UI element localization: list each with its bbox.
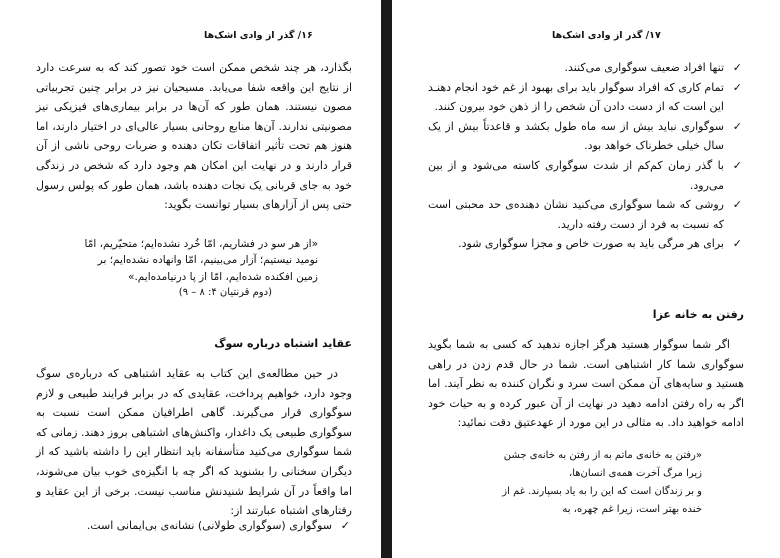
verse-block — [428, 447, 744, 519]
quote-block — [36, 236, 352, 301]
check-icon: ✓ — [732, 80, 742, 94]
quote-source: (دوم قرنتیان ۴: ۸ – ۹) — [178, 287, 272, 299]
checklist-item: ✓ سوگواری (سوگواری طولانی) نشانه‌ی بی‌ایمانی است. — [36, 516, 352, 536]
verse-line: زیرا مرگ آخرت همه‌ی انسان‌ها، — [568, 468, 702, 479]
verse-line: خنده بهتر است، زیرا غم چهره، به — [562, 504, 702, 515]
check-icon: ✓ — [340, 519, 350, 532]
left-page-body-2 — [36, 364, 352, 521]
right-checklist — [428, 58, 744, 254]
check-icon: ✓ — [732, 237, 742, 251]
checklist-item: ✓ سوگواری نباید بیش از سه ماه طول بکشد و قاعدتاً بیش از یک سال خیلی خطرناک خواهد بود. — [428, 117, 744, 156]
check-icon: ✓ — [732, 198, 742, 212]
verse-line: و بر زندگان است که این را به یاد بسپارند. غم از — [502, 486, 702, 497]
quote-line: نومید نیستیم؛ آزار می‌بینیم، امّا وانهاده نشده‌ایم؛ بر — [97, 254, 318, 267]
checklist-item: ✓ با گذر زمان کم‌کم از شدت سوگواری کاسته می‌شود و از بین می‌رود. — [428, 156, 744, 195]
left-checklist — [36, 516, 352, 536]
checklist-item: ✓ تمام کاری که افراد سوگوار باید برای بهبود از غم خود انجام دهنـد این است که از دست دادن آن شخص را از ذهن خود بیرون کنند. — [428, 78, 744, 117]
book-gutter — [381, 0, 392, 558]
checklist-item: ✓ روشی که شما سوگواری می‌کنید نشان دهنده‌ی حد محبتی است که نسبت به فرد از دست رفته دارید. — [428, 195, 744, 234]
quote-line: «از هر سو در فشاریم، امّا خُرد نشده‌ایم؛ متحیّریم، امّا — [84, 238, 318, 250]
checklist-item: ✓ تنها افراد ضعیف سوگواری می‌کنند. — [428, 58, 744, 78]
section-heading: عقاید اشتباه درباره سوگ — [214, 337, 352, 350]
paragraph: اگر شما سوگوار هستید هرگز اجازه ندهید که کسی به شما بگوید سوگواری شما کار اشتباهی است. شما در حال قدم زدن در راهی هستید و سایه‌های آن ممکن است سرد و نگران کننده به نظر آیند. اما اگر به راه رفتن ادامه دهید در نهایت از آن عبور کرده و به حیات خود ادامه خواهید داد. به مثالی در این مورد از عهدعتیق دقت نمائید: — [428, 338, 744, 430]
paragraph: بگذارد، هر چند شخص ممکن است خود تصور کند که به سرعت دارد از نتایج این واقعه شفا می‌یابد. مسیحیان نیز در برابر چنین تجربیاتی مصون نیستند. همان طور که آن‌ها در برابر بیماری‌های فیزیکی نیز مصونیتی ندارند. آن‌ها منابع روحانی بسیار عالی‌ای در اختیار دارند، اما هنوز هم تحت تأثیر اتفاقات تکان دهنده و ضربات روحی ناشی از آن قرار دارند و در نهایت این امکان هم وجود دارد که شخص در زندگی خود به جای قربانی یک نجات دهنده باشد، همان طور که پولس رسول حتی پس از آزارهای بسیار توانست بگوید: — [36, 61, 352, 212]
checklist-item: ✓ برای هر مرگی باید به صورت خاص و مجزا سوگواری شود. — [428, 234, 744, 254]
right-page-body — [428, 335, 744, 433]
check-icon: ✓ — [732, 61, 742, 74]
right-page — [392, 0, 780, 558]
section-heading-block — [428, 305, 744, 324]
section-heading-block — [36, 334, 352, 353]
verse-line: «رفتن به خانه‌ی ماتم به از رفتن به خانه‌ی جشن — [503, 450, 702, 461]
check-icon: ✓ — [732, 158, 742, 172]
running-head: ۱۷/ گذر از وادی اشک‌ها — [552, 30, 661, 41]
quote-line: زمین افکنده شده‌ایم، امّا از پا درنیامده‌ایم.» — [128, 270, 318, 283]
running-head: ۱۶/ گذر از وادی اشک‌ها — [204, 30, 313, 41]
check-icon: ✓ — [732, 119, 742, 133]
section-heading: رفتن به خانه عزا — [652, 308, 744, 321]
left-page — [0, 0, 381, 558]
paragraph: در حین مطالعه‌ی این کتاب به عقاید اشتباهی که درباره‌ی سوگ وجود دارد، خواهیم پرداخت، عقایدی که در برابر فرایند طبیعی و لازم سوگواری قرار می‌گیرند. گاهی اطرافیان ممکن است نسبت به سوگواری طبیعی یک داغدار، واکنش‌های اشتباهی بروز دهند. زمانی که شما سوگواری می‌کنید متأسفانه باید انتظار این را داشته باشید که از دیگران سخنانی را بشنوید که اگر چه با انگیزه‌ی خوب بیان می‌شوند، اما واقعاً در آن شرایط شنیدنش مناسب نیست. برخی از این عقاید و رفتارهای اشتباه عبارتند از: — [36, 367, 352, 518]
left-page-body — [36, 58, 352, 215]
